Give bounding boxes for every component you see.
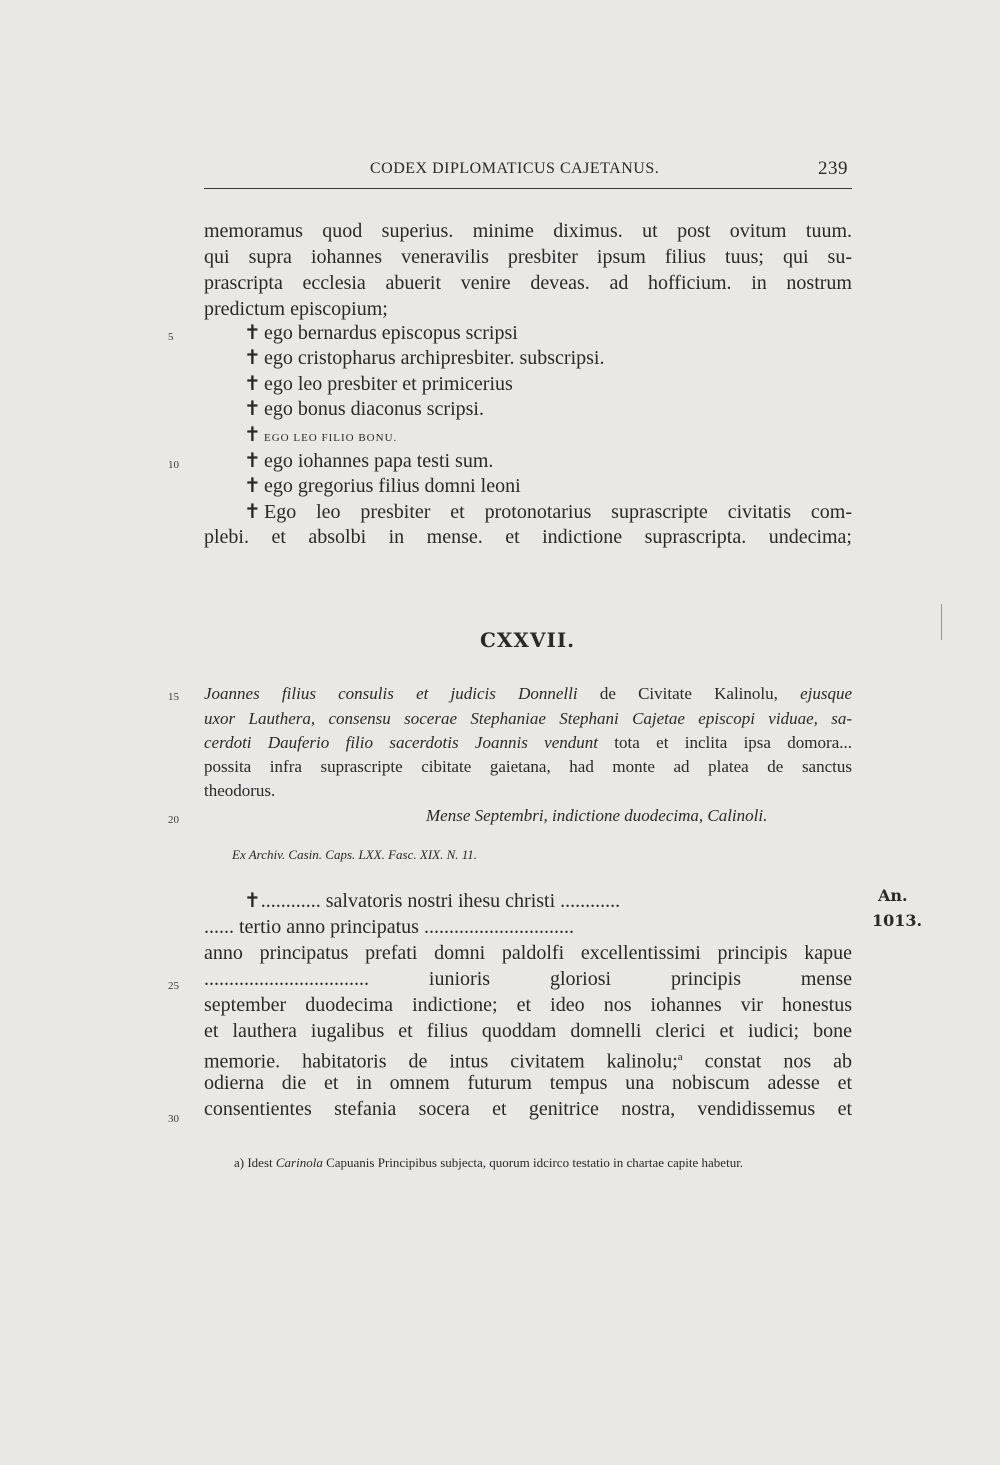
- text-part: memorie. habitatoris de intus civitatem kalinolu;: [204, 1050, 678, 1073]
- line-number-10: 10: [168, 459, 179, 471]
- signature-line: [244, 397, 852, 421]
- footnote-marker: a: [677, 1051, 683, 1063]
- regest-line: uxor Lauthera, consensu socerae Stephaniae Stephani Cajetae episcopi viduae, sa-: [204, 709, 852, 728]
- text-line: qui supra iohannes veneravilis presbiter ipsum filius tuus; qui su-: [204, 246, 852, 268]
- cross-icon: ✝: [244, 424, 261, 446]
- signature-text: EGO LEO FILIO BONU.: [264, 432, 398, 444]
- cross-icon: ✝: [244, 475, 261, 497]
- signature-line: [244, 500, 852, 524]
- signature-line: [244, 423, 852, 450]
- signature-line: plebi. et absolbi in mense. et indictione suprascripta. undecima;: [204, 526, 852, 548]
- regest-line: [204, 682, 852, 705]
- signature-text: ego gregorius filius domni leoni: [264, 475, 521, 497]
- year-label: An.: [878, 886, 908, 905]
- text-line: et lauthera iugalibus et filius quoddam domnelli clerici et iudici; bone: [204, 1020, 852, 1042]
- text-line: prascripta ecclesia abuerit venire deveas. ad hofficium. in nostrum: [204, 272, 852, 294]
- header-rule: [204, 188, 852, 189]
- cross-icon: ✝: [244, 373, 261, 395]
- signature-line: [244, 474, 852, 498]
- signature-text: ego cristopharus archipresbiter. subscripsi.: [264, 347, 605, 369]
- regest-line: possita infra suprascripte cibitate gaietana, had monte ad platea de sanctus: [204, 757, 852, 776]
- text-line: ................................. iunioris gloriosi principis mense: [204, 968, 852, 990]
- line-number-15: 15: [168, 691, 179, 703]
- text-line: consentientes stefania socera et genitrice nostra, vendidissemus et: [204, 1098, 852, 1120]
- running-header: [204, 158, 852, 184]
- cross-icon: ✝: [244, 450, 261, 472]
- text-line: memoramus quod superius. minime diximus. ut post ovitum tuum.: [204, 220, 852, 242]
- text-part: constat nos ab: [682, 1050, 852, 1073]
- footnote-text: Capuanis Principibus subjecta, quorum idcirco testatio in chartae capite habetur.: [322, 1155, 744, 1170]
- line-number-30: 30: [168, 1113, 179, 1125]
- text-line: predictum episcopium;: [204, 298, 388, 320]
- signature-text: ego bernardus episcopus scripsi: [264, 322, 518, 344]
- text-line: [204, 1045, 852, 1074]
- page-number: 239: [818, 158, 848, 179]
- signature-line: [244, 449, 852, 473]
- regest-line: [204, 731, 852, 754]
- signature-text: ego bonus diaconus scripsi.: [264, 398, 484, 420]
- regest-roman: tota et inclita ipsa domora...: [597, 733, 852, 752]
- footnote-prefix: a) Idest: [234, 1155, 276, 1170]
- regest-line: theodorus.: [204, 781, 276, 800]
- signature-text: ego iohannes papa testi sum.: [264, 450, 494, 472]
- regest-italic: Joannes filius consulis et judicis Donnelli: [204, 684, 578, 703]
- text-line: september duodecima indictione; et ideo nos iohannes vir honestus: [204, 994, 852, 1016]
- document-number: CXXVII.: [480, 628, 576, 652]
- signature-line: [244, 346, 852, 370]
- signature-text: ego leo presbiter et primicerius: [264, 373, 513, 395]
- line-number-20: 20: [168, 814, 179, 826]
- year-value: 1013.: [872, 911, 923, 930]
- regest-italic: ejusque: [800, 684, 853, 703]
- signature-line: [244, 372, 852, 396]
- regest-date: Mense Septembri, indictione duodecima, Calinoli.: [426, 806, 768, 825]
- footnote-italic: Carinola: [275, 1155, 323, 1170]
- cross-icon: ✝: [244, 347, 261, 369]
- cross-icon: ✝: [244, 398, 261, 420]
- regest-roman: de Civitate Kalinolu,: [577, 684, 801, 703]
- line-number-25: 25: [168, 980, 179, 992]
- text-line: anno principatus prefati domni paldolfi excellentissimi principis kapue: [204, 942, 852, 964]
- text-line: odierna die et in omnem futurum tempus una nobiscum adesse et: [204, 1072, 852, 1094]
- text-line: ...... tertio anno principatus ..............................: [204, 916, 574, 938]
- footnote: [234, 1155, 854, 1171]
- archive-source: Ex Archiv. Casin. Caps. LXX. Fasc. XIX. N. 11.: [232, 847, 478, 862]
- regest-italic: cerdoti Dauferio filio sacerdotis Joannis vendunt: [204, 733, 598, 752]
- cross-icon: ✝: [244, 501, 261, 523]
- margin-mark: [941, 604, 942, 640]
- running-title: CODEX DIPLOMATICUS CAJETANUS.: [370, 160, 660, 177]
- signature-text: Ego leo presbiter et protonotarius suprascripte civitatis com-: [264, 501, 852, 523]
- line-number-5: 5: [168, 331, 174, 343]
- cross-icon: ✝: [244, 322, 261, 344]
- signature-line: [244, 321, 852, 345]
- text-line: ✝............ salvatoris nostri ihesu christi ............: [244, 890, 621, 912]
